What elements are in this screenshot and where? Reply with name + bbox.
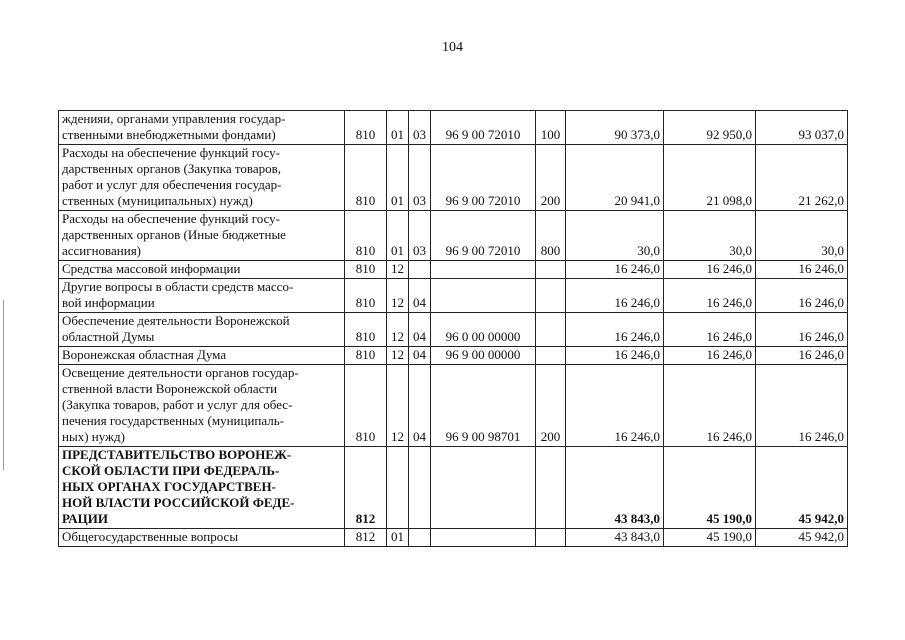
target-article-cell: 96 0 00 00000 (431, 313, 536, 347)
amount-year2-cell: 16 246,0 (664, 347, 756, 365)
item-name-line: СКОЙ ОБЛАСТИ ПРИ ФЕДЕРАЛЬ- (62, 463, 280, 478)
item-name-line: дарственных органов (Закупка товаров, (62, 161, 281, 176)
item-name-cell (59, 447, 345, 529)
subsection-code-cell: 04 (409, 347, 431, 365)
item-name-line: ственными внебюджетными фондами) (62, 127, 276, 142)
ministry-code-cell: 812 (345, 447, 387, 529)
item-name-line: ассигнования) (62, 243, 142, 258)
amount-year2-cell: 16 246,0 (664, 365, 756, 447)
target-article-cell (431, 279, 536, 313)
section-code-cell: 12 (387, 365, 409, 447)
amount-year2-cell: 16 246,0 (664, 313, 756, 347)
item-name-line: ственных (муниципальных) нужд) (62, 193, 253, 208)
item-name-cell (59, 279, 345, 313)
ministry-code-cell: 812 (345, 529, 387, 547)
subsection-code-cell (409, 261, 431, 279)
table-row (59, 145, 848, 211)
ministry-code-cell: 810 (345, 313, 387, 347)
target-article-cell: 96 9 00 00000 (431, 347, 536, 365)
amount-year3-cell: 45 942,0 (756, 447, 848, 529)
amount-year1-cell: 90 373,0 (566, 111, 664, 145)
subsection-code-cell (409, 529, 431, 547)
item-name-cell (59, 261, 345, 279)
amount-year3-cell: 16 246,0 (756, 261, 848, 279)
item-name-line: Средства массовой информации (62, 261, 241, 276)
expense-type-cell (536, 261, 566, 279)
expense-type-cell: 200 (536, 145, 566, 211)
expense-type-cell (536, 313, 566, 347)
amount-year2-cell: 30,0 (664, 211, 756, 261)
amount-year3-cell: 16 246,0 (756, 313, 848, 347)
budget-table (58, 110, 848, 547)
amount-year1-cell: 16 246,0 (566, 261, 664, 279)
amount-year1-cell: 16 246,0 (566, 313, 664, 347)
subsection-code-cell (409, 447, 431, 529)
expense-type-cell (536, 279, 566, 313)
table-row (59, 313, 848, 347)
target-article-cell: 96 9 00 72010 (431, 111, 536, 145)
expense-type-cell: 800 (536, 211, 566, 261)
expense-type-cell: 100 (536, 111, 566, 145)
amount-year2-cell: 92 950,0 (664, 111, 756, 145)
section-code-cell: 12 (387, 261, 409, 279)
target-article-cell (431, 529, 536, 547)
amount-year3-cell: 93 037,0 (756, 111, 848, 145)
section-code-cell (387, 447, 409, 529)
item-name-cell (59, 145, 345, 211)
amount-year1-cell: 43 843,0 (566, 447, 664, 529)
item-name-line: Воронежская областная Дума (62, 347, 227, 362)
item-name-line: НОЙ ВЛАСТИ РОССИЙСКОЙ ФЕДЕ- (62, 495, 295, 510)
item-name-cell (59, 347, 345, 365)
subsection-code-cell: 04 (409, 365, 431, 447)
amount-year1-cell: 20 941,0 (566, 145, 664, 211)
table-row (59, 347, 848, 365)
amount-year1-cell: 43 843,0 (566, 529, 664, 547)
subsection-code-cell: 03 (409, 211, 431, 261)
target-article-cell (431, 447, 536, 529)
section-code-cell: 01 (387, 111, 409, 145)
ministry-code-cell: 810 (345, 211, 387, 261)
target-article-cell (431, 261, 536, 279)
ministry-code-cell: 810 (345, 347, 387, 365)
subsection-code-cell: 04 (409, 313, 431, 347)
amount-year2-cell: 16 246,0 (664, 261, 756, 279)
amount-year1-cell: 16 246,0 (566, 347, 664, 365)
target-article-cell: 96 9 00 98701 (431, 365, 536, 447)
table-row (59, 111, 848, 145)
table-row (59, 529, 848, 547)
table-row (59, 279, 848, 313)
item-name-cell (59, 365, 345, 447)
amount-year1-cell: 30,0 (566, 211, 664, 261)
target-article-cell: 96 9 00 72010 (431, 145, 536, 211)
section-code-cell: 12 (387, 313, 409, 347)
amount-year3-cell: 21 262,0 (756, 145, 848, 211)
target-article-cell: 96 9 00 72010 (431, 211, 536, 261)
table-row (59, 447, 848, 529)
item-name-line: ПРЕДСТАВИТЕЛЬСТВО ВОРОНЕЖ- (62, 447, 292, 462)
item-name-line: областной Думы (62, 329, 155, 344)
section-code-cell: 12 (387, 347, 409, 365)
item-name-line: ственной власти Воронежской области (62, 381, 278, 396)
item-name-line: вой информации (62, 295, 155, 310)
item-name-line: НЫХ ОРГАНАХ ГОСУДАРСТВЕН- (62, 479, 276, 494)
item-name-line: Расходы на обеспечение функций госу- (62, 211, 281, 226)
item-name-line: (Закупка товаров, работ и услуг для обес- (62, 397, 293, 412)
expense-type-cell (536, 447, 566, 529)
subsection-code-cell: 04 (409, 279, 431, 313)
item-name-line: дарственных органов (Иные бюджетные (62, 227, 286, 242)
item-name-cell (59, 313, 345, 347)
item-name-line: работ и услуг для обеспечения государ- (62, 177, 282, 192)
amount-year3-cell: 30,0 (756, 211, 848, 261)
item-name-line: РАЦИИ (62, 511, 109, 526)
expense-type-cell: 200 (536, 365, 566, 447)
item-name-line: Освещение деятельности органов государ- (62, 365, 299, 380)
subsection-code-cell: 03 (409, 145, 431, 211)
ministry-code-cell: 810 (345, 261, 387, 279)
table-body (59, 111, 848, 547)
amount-year1-cell: 16 246,0 (566, 365, 664, 447)
ministry-code-cell: 810 (345, 111, 387, 145)
amount-year3-cell: 16 246,0 (756, 347, 848, 365)
item-name-cell (59, 529, 345, 547)
amount-year2-cell: 16 246,0 (664, 279, 756, 313)
amount-year2-cell: 45 190,0 (664, 447, 756, 529)
amount-year3-cell: 16 246,0 (756, 365, 848, 447)
table-row (59, 261, 848, 279)
item-name-line: печения государственных (муниципаль- (62, 413, 285, 428)
table-row (59, 365, 848, 447)
ministry-code-cell: 810 (345, 145, 387, 211)
page-number: 104 (442, 40, 463, 55)
subsection-code-cell: 03 (409, 111, 431, 145)
ministry-code-cell: 810 (345, 365, 387, 447)
item-name-line: Другие вопросы в области средств массо- (62, 279, 294, 294)
amount-year3-cell: 16 246,0 (756, 279, 848, 313)
section-code-cell: 01 (387, 211, 409, 261)
item-name-line: ных) нужд) (62, 429, 125, 444)
section-code-cell: 01 (387, 145, 409, 211)
item-name-line: Расходы на обеспечение функций госу- (62, 145, 281, 160)
amount-year2-cell: 21 098,0 (664, 145, 756, 211)
amount-year3-cell: 45 942,0 (756, 529, 848, 547)
amount-year1-cell: 16 246,0 (566, 279, 664, 313)
item-name-line: Обеспечение деятельности Воронежской (62, 313, 290, 328)
table-row (59, 211, 848, 261)
expense-type-cell (536, 529, 566, 547)
section-code-cell: 12 (387, 279, 409, 313)
item-name-line: Общегосударственные вопросы (62, 529, 239, 544)
item-name-cell (59, 211, 345, 261)
margin-line (3, 300, 4, 470)
expense-type-cell (536, 347, 566, 365)
item-name-line: жденияи, органами управления государ- (62, 111, 286, 126)
section-code-cell: 01 (387, 529, 409, 547)
ministry-code-cell: 810 (345, 279, 387, 313)
item-name-cell (59, 111, 345, 145)
amount-year2-cell: 45 190,0 (664, 529, 756, 547)
